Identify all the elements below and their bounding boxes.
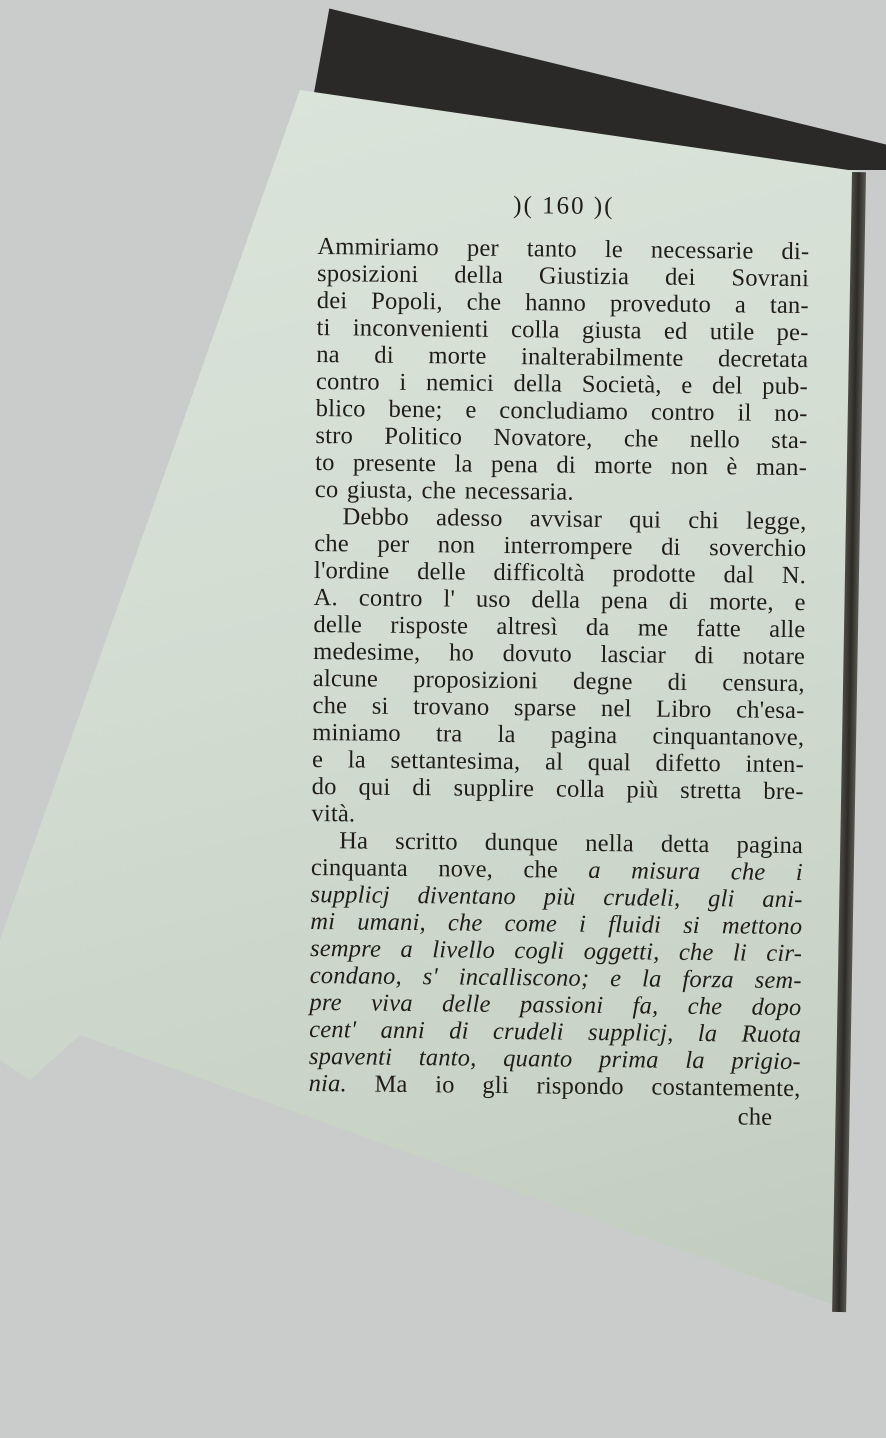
word: livello: [432, 936, 496, 964]
word: nel: [600, 694, 632, 723]
word: inalterabilmente: [520, 343, 684, 372]
word: tanto: [526, 235, 577, 263]
word: dal: [723, 561, 755, 589]
word: la: [347, 746, 367, 774]
word: di: [374, 341, 394, 369]
word: stro: [315, 421, 354, 450]
text-lines: [309, 233, 810, 1102]
word: colla: [555, 775, 605, 804]
word: chi: [688, 506, 720, 535]
word: Giustizia: [538, 262, 630, 291]
word: fluidi: [608, 911, 662, 939]
word: cir-: [766, 939, 803, 968]
word: proposizioni: [412, 666, 539, 695]
word: miniamo: [312, 718, 401, 747]
word: ch'esa-: [736, 696, 805, 725]
word: concludiamo: [499, 396, 629, 426]
word: non: [670, 452, 709, 481]
word: crudeli,: [603, 884, 681, 912]
word: uso: [475, 585, 511, 614]
word: la: [641, 965, 662, 993]
word: sempre: [309, 934, 382, 963]
word: che: [447, 909, 483, 937]
word: difetto: [655, 749, 722, 778]
word: prima: [598, 1045, 659, 1074]
word: qui: [629, 506, 662, 534]
word: della: [454, 261, 504, 289]
word: Società,: [581, 370, 662, 399]
word: che: [466, 288, 502, 316]
word: più: [626, 776, 659, 804]
word: man-: [755, 453, 808, 482]
word: presente: [352, 449, 437, 478]
word: morte: [428, 342, 487, 370]
word: blico: [315, 394, 366, 423]
word: Politico: [384, 422, 463, 451]
word: Debbo: [342, 503, 410, 531]
word: Ma: [374, 1070, 408, 1098]
text-line: [313, 638, 805, 670]
word: l': [443, 585, 456, 613]
word: incalliscono;: [458, 963, 590, 992]
word: fatte: [696, 614, 742, 643]
word: cinquantanove,: [652, 722, 805, 752]
word: delle: [441, 990, 491, 1018]
word: si: [683, 911, 701, 940]
word: me: [637, 614, 669, 642]
word: na: [316, 340, 340, 369]
word: supplicj,: [587, 1018, 674, 1047]
word: ani-: [762, 885, 803, 914]
word: come: [504, 909, 558, 938]
word: della: [531, 586, 581, 614]
catchword: che: [737, 1103, 773, 1131]
word: giusta: [581, 316, 642, 345]
word: utile: [709, 318, 755, 346]
word: forza: [682, 965, 734, 994]
word: delle: [417, 558, 466, 586]
word: io: [435, 1071, 455, 1099]
word: necessarie: [650, 236, 754, 265]
word: al: [544, 748, 564, 776]
word: oggetti,: [583, 937, 660, 966]
word: morte: [594, 451, 653, 480]
word: la: [497, 720, 516, 749]
text-line: [312, 773, 804, 805]
word: sta-: [771, 426, 808, 455]
word: tan-: [769, 291, 809, 320]
word: adesso: [435, 504, 503, 532]
word: pagina: [550, 721, 618, 750]
word: che: [687, 992, 723, 1021]
word: alcune: [312, 664, 379, 693]
word: Sovrani: [731, 264, 810, 293]
word: censura,: [722, 669, 805, 698]
word: rispondo: [536, 1072, 624, 1101]
word: più: [543, 883, 576, 911]
word: umani,: [357, 908, 427, 937]
text-line: [314, 584, 806, 616]
word: decretata: [717, 345, 809, 374]
word: legge,: [745, 507, 807, 536]
word: si: [371, 692, 389, 720]
word: mi: [310, 907, 336, 936]
word: cent': [309, 1015, 357, 1044]
word: e: [465, 396, 477, 424]
word: i: [578, 910, 587, 938]
word: tra: [435, 720, 463, 748]
word: spaventi: [308, 1042, 393, 1071]
word: a: [400, 935, 414, 964]
word: le: [604, 236, 624, 264]
word: ho: [448, 639, 475, 667]
word: nove,: [438, 855, 494, 883]
word: crudeli: [492, 1017, 564, 1046]
word: nella: [585, 829, 635, 858]
word: di: [449, 1017, 469, 1045]
word: viva: [371, 989, 413, 1018]
word: vità.: [311, 799, 356, 828]
word: che: [730, 858, 766, 886]
word: medesime,: [313, 637, 421, 667]
word: alle: [769, 615, 806, 644]
word: per: [466, 234, 499, 262]
word: mettono: [721, 912, 803, 941]
word: li: [732, 939, 748, 967]
word: dovuto: [502, 639, 573, 668]
word: quanto: [503, 1044, 573, 1073]
word: qui: [358, 773, 391, 801]
word: costantemente,: [651, 1073, 801, 1103]
word: pre: [309, 988, 342, 1017]
word: A.: [313, 583, 339, 612]
word: a: [588, 856, 601, 884]
word: nemici: [425, 369, 495, 397]
word: a: [734, 291, 747, 319]
word: e: [610, 965, 622, 993]
word: pena: [490, 450, 539, 479]
word: trovano: [413, 693, 490, 721]
word: supplicj: [310, 880, 390, 909]
word: è: [726, 453, 738, 481]
text-line: [312, 719, 804, 751]
word: tanto,: [418, 1044, 477, 1072]
word: interrompere: [503, 531, 633, 561]
word: da: [585, 613, 610, 642]
word: ed: [663, 317, 688, 345]
word: della: [513, 370, 563, 398]
word: la: [454, 450, 473, 478]
text-line: [309, 1070, 801, 1102]
word: nello: [689, 425, 741, 454]
word: l'ordine: [313, 556, 390, 585]
word: che: [312, 691, 348, 720]
word: stretta: [680, 776, 742, 805]
page-number-header: )( 160 )(: [513, 192, 615, 221]
word: morte,: [709, 588, 774, 616]
word: anni: [380, 1016, 426, 1045]
word: giusta,: [346, 476, 414, 505]
word: detta: [660, 830, 710, 859]
word: scritto: [395, 827, 458, 856]
word: non: [437, 531, 476, 559]
word: no-: [774, 399, 808, 428]
word: colla: [510, 316, 560, 344]
word: gli: [482, 1071, 509, 1100]
text-line: [310, 908, 802, 940]
word: di: [661, 533, 681, 561]
word: pagina: [736, 831, 804, 860]
word: misura: [631, 857, 701, 886]
word: per: [377, 530, 410, 558]
word: che: [523, 856, 559, 884]
word: contro: [650, 398, 715, 427]
word: diventano: [417, 882, 517, 911]
word: settantesima,: [390, 746, 521, 776]
word: supplire: [453, 774, 535, 803]
word: contro: [315, 367, 380, 396]
word: dei: [316, 286, 348, 315]
word: i: [399, 368, 407, 396]
word: ti: [316, 313, 331, 342]
word: di: [556, 451, 577, 479]
word: di: [694, 641, 715, 670]
word: di: [412, 774, 432, 802]
word: che: [421, 477, 457, 505]
word: fa,: [632, 992, 659, 1020]
word: lasciar: [600, 640, 667, 669]
word: degne: [572, 667, 633, 696]
word: cinquanta: [310, 853, 409, 882]
word: difficoltà: [493, 558, 585, 587]
page-text-block: [308, 190, 810, 1131]
word: N.: [781, 561, 807, 590]
word: altresì: [496, 612, 558, 641]
word: di-: [781, 237, 810, 266]
word: pub-: [762, 372, 809, 401]
word: do: [311, 772, 337, 801]
word: Novatore,: [493, 423, 593, 452]
word: dei: [664, 263, 696, 291]
word: avvisar: [529, 505, 603, 533]
word: pe-: [776, 318, 809, 347]
word: di: [667, 668, 688, 696]
word: hanno: [525, 289, 587, 317]
word: s': [422, 963, 439, 991]
word: inten-: [745, 750, 805, 779]
word: pena: [600, 586, 649, 615]
word: Popoli,: [371, 287, 443, 316]
word: delle: [313, 610, 363, 639]
word: risposte: [390, 611, 469, 640]
word: e: [311, 745, 324, 774]
word: il: [737, 399, 752, 427]
word: condano,: [309, 961, 403, 990]
word: i: [795, 859, 803, 887]
word: proveduto: [609, 290, 712, 319]
word: di: [668, 587, 689, 615]
word: notare: [742, 642, 806, 671]
word: la: [697, 1020, 718, 1048]
word: nia.: [308, 1069, 348, 1098]
word: Ha: [339, 827, 369, 855]
word: del: [711, 372, 743, 400]
word: dunque: [484, 828, 559, 857]
word: la: [685, 1046, 705, 1075]
word: Libro: [655, 695, 712, 724]
word: sparse: [513, 694, 577, 722]
word: sem-: [754, 966, 802, 995]
word: e: [794, 589, 806, 617]
word: che: [623, 425, 659, 453]
word: che: [314, 529, 350, 558]
word: inconvenienti: [352, 314, 489, 343]
word: cogli: [514, 937, 565, 965]
word: contro: [358, 584, 423, 613]
word: qual: [587, 748, 631, 777]
word: Ruota: [741, 1020, 802, 1049]
word: bene;: [388, 395, 443, 424]
word: prigio-: [731, 1047, 802, 1076]
text-line: [316, 341, 808, 373]
word: necessaria.: [464, 477, 574, 506]
word: prodotte: [612, 560, 696, 588]
word: co: [314, 475, 339, 504]
word: bre-: [763, 777, 804, 806]
word: e: [681, 371, 693, 399]
word: soverchio: [709, 534, 807, 563]
word: dopo: [751, 993, 802, 1022]
word: che: [678, 938, 714, 967]
word: passioni: [519, 991, 604, 1020]
word: sposizioni: [316, 259, 419, 289]
word: Ammiriamo: [317, 232, 440, 262]
word: to: [315, 448, 335, 477]
word: gli: [707, 885, 735, 913]
